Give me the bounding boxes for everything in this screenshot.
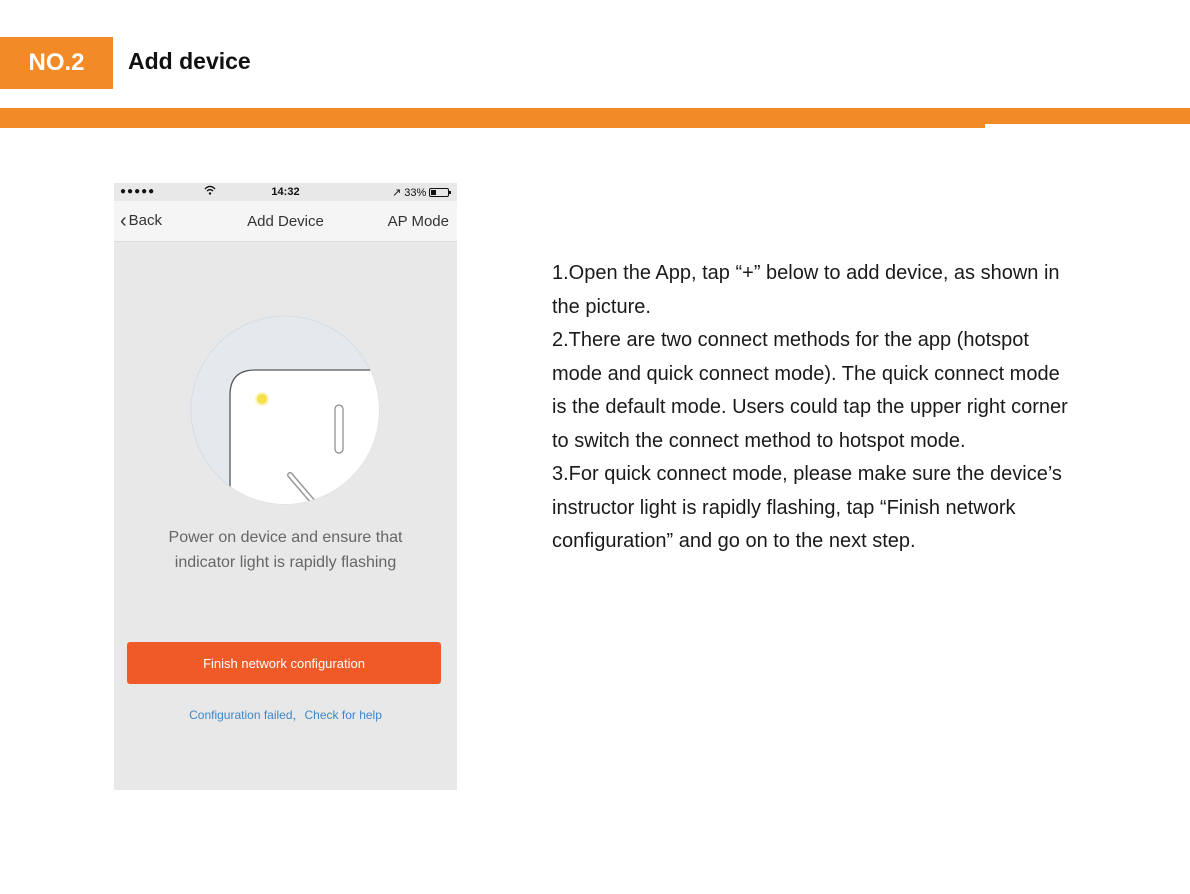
status-bar [114, 183, 457, 201]
instruction-text [114, 525, 457, 575]
back-label: Back [128, 212, 163, 229]
divider-notch [985, 124, 1190, 128]
configuration-help-link[interactable]: Configuration failed，Check for help [189, 708, 382, 722]
instruction-line-2: indicator light is rapidly flashing [174, 554, 397, 571]
step-2: 2.There are two connect methods for the app (hotspot mode and quick connect mode). The quick connect mode is the default mode. Users could tap the upper right corner to switch the connect method to hotspot mode. [552, 329, 1068, 452]
step-1: 1.Open the App, tap “+” below to add device, as shown in the picture. [552, 262, 1060, 318]
section-number-badge: NO.2 [0, 37, 113, 89]
chevron-left-icon: ‹ [120, 209, 127, 232]
phone-screenshot [114, 183, 457, 790]
battery-icon [429, 188, 449, 197]
battery-percentage: ↗ 33% [392, 187, 427, 199]
section-title: Add device [128, 48, 251, 74]
nav-title: Add Device [247, 213, 324, 230]
navigation-bar [114, 201, 457, 242]
instruction-steps [552, 257, 1072, 559]
signal-icon: ●●●●● [120, 186, 156, 197]
status-time: 14:32 [271, 186, 300, 198]
step-3: 3.For quick connect mode, please make sure the device’s instructor light is rapidly flashing, tap “Finish network configuration” and go on to the next step. [552, 463, 1062, 552]
finish-network-configuration-button[interactable]: Finish network configuration [127, 642, 441, 684]
instruction-line-1: Power on device and ensure that [168, 529, 403, 546]
device-indicator-light-icon [190, 315, 380, 505]
ap-mode-button[interactable]: AP Mode [387, 213, 449, 230]
